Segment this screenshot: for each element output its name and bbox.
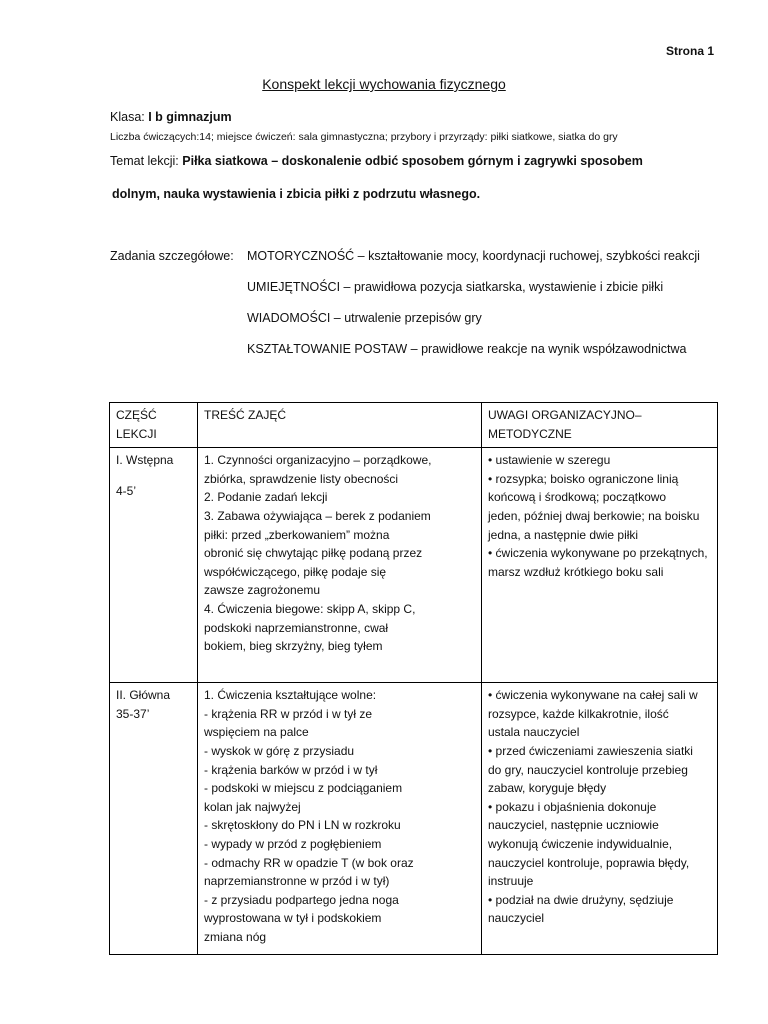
content-line: 2. Podanie zadań lekcji — [204, 490, 328, 505]
content-line: wyprostowana w tył i podskokiem — [204, 911, 382, 926]
lesson-plan-table — [109, 402, 718, 955]
task-item: KSZTAŁTOWANIE POSTAW – prawidłowe reakcje na wynik współzawodnictwa — [247, 342, 687, 356]
class-value: I b gimnazjum — [148, 110, 232, 124]
content-line: współćwiczącego, piłkę podaje się — [204, 564, 387, 579]
lesson-part-cell — [110, 448, 198, 683]
lesson-part-duration: 35-37’ — [116, 706, 150, 721]
lesson-part-name: I. Wstępna — [116, 453, 174, 468]
table-header-row — [110, 403, 718, 448]
lesson-content-cell — [198, 448, 482, 683]
header-content: TREŚĆ ZAJĘĆ — [198, 403, 482, 448]
note-line: do gry, nauczyciel kontroluje przebieg — [488, 762, 688, 777]
note-line: nauczyciel — [488, 911, 545, 926]
page-number: Strona 1 — [665, 44, 714, 58]
document-title: Konspekt lekcji wychowania fizycznego — [262, 76, 506, 92]
table-row — [110, 448, 718, 683]
note-line: rozsypce, każde kilkakrotnie, ilość — [488, 706, 669, 721]
note-line: • pokazu i objaśnienia dokonuje — [488, 799, 657, 814]
note-line: jeden, później dwaj berkowie; na boisku — [488, 508, 700, 523]
header-part: CZĘŚĆ LEKCJI — [110, 403, 198, 448]
content-line: 3. Zabawa ożywiająca – berek z podaniem — [204, 508, 431, 523]
tasks-label: Zadania szczegółowe: — [110, 249, 234, 263]
note-line: nauczyciel, następnie uczniowie — [488, 818, 659, 833]
content-line: - krążenia RR w przód i w tył ze — [204, 706, 373, 721]
content-line: zawsze zagrożonemu — [204, 583, 321, 598]
lesson-part-cell — [110, 683, 198, 955]
note-line: zabaw, koryguje błędy — [488, 781, 607, 796]
note-line: nauczyciel kontroluje, poprawia błędy, — [488, 855, 690, 870]
content-line: zmiana nóg — [204, 929, 267, 944]
note-line: • ćwiczenia wykonywane po przekątnych, — [488, 546, 708, 561]
content-line: zbiórka, sprawdzenie listy obecności — [204, 471, 399, 486]
task-item: MOTORYCZNOŚĆ – kształtowanie mocy, koordynacji ruchowej, szybkości reakcji — [247, 249, 700, 263]
content-line: bokiem, bieg skrzyżny, bieg tyłem — [204, 639, 383, 654]
lesson-details: Liczba ćwiczących:14; miejsce ćwiczeń: sala gimnastyczna; przybory i przyrządy: piłki siatkowe, siatka do gry — [110, 131, 618, 143]
content-line: - wypady w przód z pogłębieniem — [204, 836, 382, 851]
note-line: instruuje — [488, 874, 534, 889]
content-line: piłki: przed „zberkowaniem” można — [204, 527, 390, 542]
content-line: - z przysiadu podpartego jedna noga — [204, 892, 399, 907]
note-line: marsz wzdłuż krótkiego boku sali — [488, 564, 664, 579]
content-line: 4. Ćwiczenia biegowe: skipp A, skipp C, — [204, 601, 416, 616]
topic-text-2: dolnym, nauka wystawienia i zbicia piłki z podrzutu własnego. — [112, 187, 481, 201]
topic-line-1 — [110, 154, 643, 168]
topic-label: Temat lekcji: — [110, 154, 179, 168]
note-line: • rozsypka; boisko ograniczone linią — [488, 471, 679, 486]
lesson-content-cell — [198, 683, 482, 955]
content-line: - krążenia barków w przód i w tył — [204, 762, 378, 777]
table-row — [110, 683, 718, 955]
note-line: • przed ćwiczeniami zawieszenia siatki — [488, 743, 693, 758]
content-line: kolan jak najwyżej — [204, 799, 301, 814]
content-line: podskoki naprzemianstronne, cwał — [204, 620, 389, 635]
content-line: - wyskok w górę z przysiadu — [204, 743, 355, 758]
topic-text-1: Piłka siatkowa – doskonalenie odbić sposobem górnym i zagrywki sposobem — [182, 154, 643, 168]
class-line — [110, 110, 232, 124]
class-label: Klasa: — [110, 110, 145, 124]
note-line: wykonują ćwiczenie indywidualnie, — [488, 836, 673, 851]
content-line: - odmachy RR w opadzie T (w bok oraz — [204, 855, 414, 870]
task-item: WIADOMOŚCI – utrwalenie przepisów gry — [247, 311, 482, 325]
note-line: • podział na dwie drużyny, sędziuje — [488, 892, 674, 907]
content-line: wspięciem na palce — [204, 725, 309, 740]
lesson-part-name: II. Główna — [116, 688, 171, 703]
content-line: - podskoki w miejscu z podciąganiem — [204, 781, 403, 796]
note-line: • ćwiczenia wykonywane na całej sali w — [488, 688, 698, 703]
content-line: - skrętoskłony do PN i LN w rozkroku — [204, 818, 401, 833]
task-item: UMIEJĘTNOŚCI – prawidłowa pozycja siatkarska, wystawienie i zbicie piłki — [247, 280, 664, 294]
header-notes: UWAGI ORGANIZACYJNO– METODYCZNE — [482, 403, 718, 448]
lesson-part-duration: 4-5’ — [116, 483, 137, 498]
lesson-notes-cell — [482, 683, 718, 955]
content-line: 1. Ćwiczenia kształtujące wolne: — [204, 688, 377, 703]
content-line: obronić się chwytając piłkę podaną przez — [204, 546, 423, 561]
note-line: końcową i środkową; początkowo — [488, 490, 667, 505]
note-line: jedna, a następnie dwie piłki — [488, 527, 639, 542]
note-line: ustala nauczyciel — [488, 725, 580, 740]
note-line: • ustawienie w szeregu — [488, 453, 611, 468]
content-line: 1. Czynności organizacyjno – porządkowe, — [204, 453, 432, 468]
lesson-notes-cell — [482, 448, 718, 683]
content-line: naprzemianstronne w przód i w tył) — [204, 874, 390, 889]
